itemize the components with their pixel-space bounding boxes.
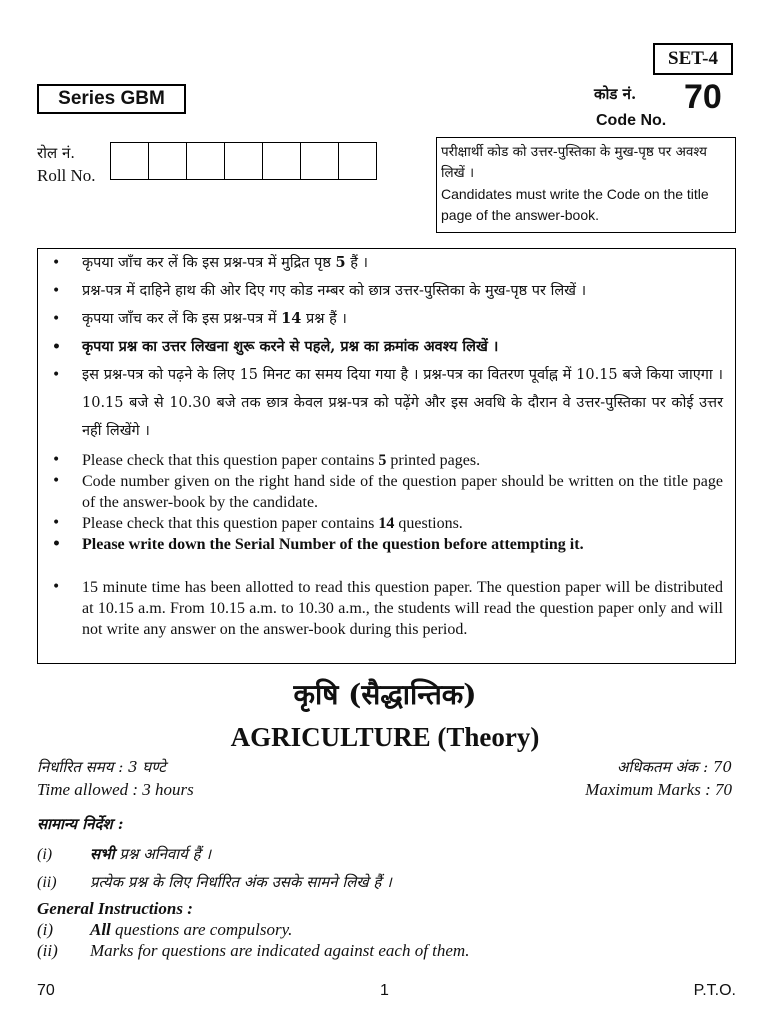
general-hindi-item-2: प्रत्येक प्रश्न के लिए निर्धारित अंक उसके सामने लिखे हैं । — [90, 873, 392, 891]
instruction-english-1: Please check that this question paper contains 5 printed pages. — [82, 452, 481, 469]
general-english-item-2: Marks for questions are indicated against each of them. — [90, 941, 470, 960]
roll-cell[interactable] — [263, 142, 301, 180]
bullet: • — [52, 579, 61, 595]
roll-cell[interactable] — [187, 142, 225, 180]
bullet: • — [52, 339, 61, 355]
bullet: • — [52, 536, 61, 552]
code-note-english: Candidates must write the Code on the title page of the answer-book. — [441, 186, 709, 223]
roll-label-hindi: रोल नं. — [37, 144, 76, 162]
instructions-box — [37, 248, 736, 664]
roll-cell[interactable] — [301, 142, 339, 180]
bullet: • — [52, 452, 61, 468]
bullet: • — [52, 515, 61, 531]
roll-label-english: Roll No. — [37, 166, 96, 185]
marks-hindi: अधिकतम अंक : 70 — [616, 758, 732, 776]
bullet: • — [52, 283, 61, 299]
general-english-num-2: (ii) — [37, 941, 58, 960]
instruction-hindi-5: इस प्रश्न-पत्र को पढ़ने के लिए 15 मिनट का समय दिया गया है । प्रश्न-पत्र का वितरण पूर्वाह्न में 10.15 बजे किया जाएगा । 10.15 बजे से 10.30 बजे तक छात्र केवल प्रश्न-पत्र को पढ़ेंगे और इस अवधि के दौरान वे उत्तर-पुस्तिका पर कोई उत्तर नहीं लिखेंगे । — [82, 367, 723, 439]
series-label: Series GBM — [37, 84, 186, 114]
code-note-hindi: परीक्षार्थी कोड को उत्तर-पुस्तिका के मुख-पृष्ठ पर अवश्य लिखें । — [441, 144, 708, 181]
general-heading-english: General Instructions : — [37, 899, 193, 918]
bullet: • — [52, 367, 61, 383]
pto-label: P.T.O. — [693, 982, 736, 999]
roll-cell[interactable] — [149, 142, 187, 180]
code-number: 70 — [684, 78, 722, 116]
roll-number-boxes[interactable] — [110, 142, 377, 180]
general-hindi-num-1: (i) — [37, 846, 53, 863]
instruction-english-5: 15 minute time has been allotted to read this question paper. The question paper will be distributed at 10.15 a.m. From 10.15 a.m. to 10.30 a.m., the students will read the question paper only and will not write any answer on the answer-book during this period. — [82, 579, 723, 638]
general-english-item-1: All questions are compulsory. — [90, 920, 293, 939]
subject-title-hindi: कृषि (सैद्धान्तिक) — [293, 678, 477, 711]
bullet: • — [52, 311, 61, 327]
instruction-hindi-3: कृपया जाँच कर लें कि इस प्रश्न-पत्र में 14 प्रश्न हैं । — [82, 310, 347, 327]
code-label-english: Code No. — [596, 112, 667, 129]
code-label-hindi: कोड नं. — [594, 85, 637, 103]
marks-english: Maximum Marks : 70 — [585, 780, 732, 799]
time-hindi: निर्धारित समय : 3 घण्टे — [37, 758, 166, 776]
bullet: • — [52, 255, 61, 271]
instruction-english-2: Code number given on the right hand side of the question paper should be written on the title page of the answer-book by the candidate. — [82, 473, 723, 511]
general-hindi-item-1: सभी प्रश्न अनिवार्य हैं । — [90, 845, 212, 863]
instruction-hindi-4: कृपया प्रश्न का उत्तर लिखना शुरू करने से पहले, प्रश्न का क्रमांक अवश्य लिखें । — [82, 338, 499, 355]
roll-cell[interactable] — [225, 142, 263, 180]
set-label: SET-4 — [653, 43, 733, 75]
roll-cell[interactable] — [339, 142, 377, 180]
instruction-hindi-2: प्रश्न-पत्र में दाहिने हाथ की ओर दिए गए कोड नम्बर को छात्र उत्तर-पुस्तिका के मुख-पृष्ठ पर लिखें । — [82, 283, 587, 299]
subject-title-english: AGRICULTURE (Theory) — [230, 722, 540, 752]
roll-cell[interactable] — [111, 142, 149, 180]
bullet: • — [52, 473, 61, 489]
footer-code: 70 — [37, 982, 55, 999]
general-english-num-1: (i) — [37, 920, 54, 939]
time-english: Time allowed : 3 hours — [37, 780, 194, 799]
page-number: 1 — [380, 982, 389, 999]
general-heading-hindi: सामान्य निर्देश : — [37, 815, 124, 833]
instruction-english-3: Please check that this question paper contains 14 questions. — [82, 515, 463, 532]
instruction-english-4: Please write down the Serial Number of the question before attempting it. — [82, 536, 584, 553]
instruction-hindi-1: कृपया जाँच कर लें कि इस प्रश्न-पत्र में मुद्रित पृष्ठ 5 हैं । — [82, 254, 369, 271]
code-note-box — [436, 137, 736, 233]
general-hindi-num-2: (ii) — [37, 874, 57, 891]
